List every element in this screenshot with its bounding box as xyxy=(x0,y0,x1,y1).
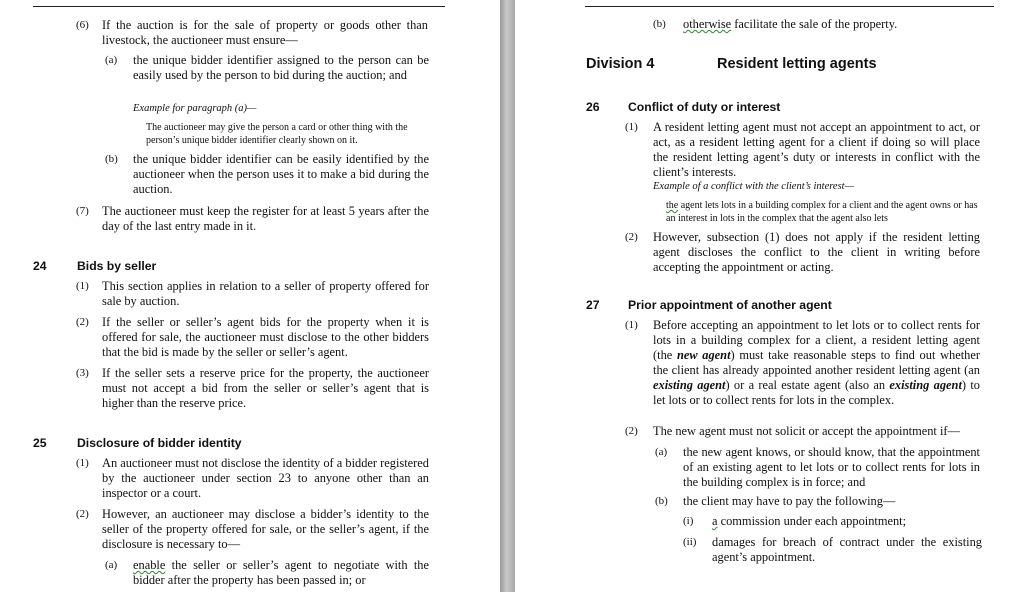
subsection-text xyxy=(653,318,980,408)
page-gutter[interactable] xyxy=(500,0,515,592)
subparagraph-text-rest: commission under each appointment; xyxy=(717,514,907,528)
example-heading: Example for paragraph (a)— xyxy=(133,103,257,114)
example-body: The auctioneer may give the person a card or other thing with the person’s unique bidder identifier clearly shown on it. xyxy=(146,122,408,146)
subsection-number: (2) xyxy=(625,231,638,243)
example-body xyxy=(666,199,984,225)
paragraph-text: the new agent knows, or should know, that the appointment of an existing agent to let lots or to collect rents for lots in the building complex is in force; and xyxy=(683,445,980,489)
section-number: 25 xyxy=(33,436,47,450)
paragraph-label: (b) xyxy=(653,18,666,30)
left-page xyxy=(0,0,500,592)
subsection-text: If the auction is for the sale of property or goods other than livestock, the auctioneer must ensure— xyxy=(102,18,428,47)
defined-term: existing agent xyxy=(653,378,726,392)
paragraph-text xyxy=(683,17,983,32)
text-part: ) to let lots or to collect rents for lots in the complex. xyxy=(653,378,980,407)
paragraph-text xyxy=(133,558,429,588)
text-part: ) must take reasonable steps to find out whether the client has already appointed another resident letting agent (an xyxy=(653,348,980,377)
division-label: Division 4 xyxy=(586,56,655,72)
subsection-number: (1) xyxy=(76,280,89,292)
header-rule xyxy=(585,6,994,7)
paragraph-label: (a) xyxy=(655,446,668,458)
right-page xyxy=(515,0,1024,592)
subparagraph-text xyxy=(712,514,982,529)
defined-term: new agent xyxy=(676,348,731,362)
section-number: 26 xyxy=(586,100,600,114)
subsection-text: A resident letting agent must not accept an appointment to act, or act, as a resident letting agent for a client if doing so will place the resident letting agent’s duty or interests in conflict with the client’s interests. xyxy=(653,120,980,179)
misspelled-word[interactable]: enable xyxy=(133,558,166,572)
section-heading: Conflict of duty or interest xyxy=(628,100,781,114)
paragraph-text: the unique bidder identifier assigned to the person can be easily used by the person to bid during the auction; and xyxy=(133,53,429,82)
subsection-text: However, an auctioneer may disclose a bidder’s identity to the seller of the property offered for sale, or the seller’s agent, if the disclosure is necessary to— xyxy=(102,507,429,551)
paragraph-label: (a) xyxy=(105,559,118,571)
subsection-number: (1) xyxy=(625,319,638,331)
subparagraph-label: (i) xyxy=(683,515,694,527)
subsection-text: If the seller sets a reserve price for the property, the auctioneer must not accept a bid from the seller or seller’s agent that is higher than the reserve price. xyxy=(102,366,429,410)
subsection-number: (1) xyxy=(76,457,89,469)
section-number: 27 xyxy=(586,298,600,312)
paragraph-text-rest: the seller or seller’s agent to negotiate with the bidder after the property has been passed in; or xyxy=(133,558,429,587)
subsection-number: (1) xyxy=(625,121,638,133)
misspelled-word[interactable]: a xyxy=(712,514,718,528)
division-title: Resident letting agents xyxy=(717,56,877,72)
paragraph-text-rest: facilitate the sale of the property. xyxy=(731,17,898,31)
example-body-rest: agent lets lots in a building complex for a client and the agent owns or has an interest in lots in the complex that the agent also lets xyxy=(666,200,978,224)
subsection-number: (3) xyxy=(76,367,89,379)
example-heading: Example of a conflict with the client’s interest— xyxy=(653,181,854,192)
section-number: 24 xyxy=(33,259,47,273)
paragraph-text: the client may have to pay the following— xyxy=(683,494,896,508)
paragraph-label: (a) xyxy=(105,54,118,66)
subsection-number: (2) xyxy=(625,425,638,437)
subsection-text: The auctioneer must keep the register for at least 5 years after the day of the last entry made in it. xyxy=(102,204,429,233)
subsection-number: (7) xyxy=(76,205,89,217)
section-heading: Disclosure of bidder identity xyxy=(77,436,242,450)
defined-term: existing agent xyxy=(889,378,962,392)
paragraph-label: (b) xyxy=(105,153,118,165)
section-heading: Prior appointment of another agent xyxy=(628,298,832,312)
text-part: Before accepting an appointment to let lots or to collect rents for lots in a building complex for a client, a resident letting agent (the xyxy=(653,318,980,362)
paragraph-text: the unique bidder identifier can be easily identified by the auctioneer when the person uses it to make a bid during the auction. xyxy=(133,152,429,196)
subsection-text: The new agent must not solicit or accept the appointment if— xyxy=(653,424,960,438)
misspelled-word[interactable]: the xyxy=(666,200,679,211)
section-heading: Bids by seller xyxy=(77,259,157,273)
text-part: ) or a real estate agent (also an xyxy=(725,378,890,392)
subsection-number: (2) xyxy=(76,508,89,520)
subparagraph-label: (ii) xyxy=(683,536,697,548)
subsection-text: This section applies in relation to a seller of property offered for sale by auction. xyxy=(102,279,429,308)
subsection-text: An auctioneer must not disclose the identity of a bidder registered by the auctioneer under section 23 to anyone other than an inspector or a court. xyxy=(102,456,429,500)
paragraph-label: (b) xyxy=(655,495,668,507)
header-rule xyxy=(33,6,445,7)
subsection-number: (6) xyxy=(76,19,89,31)
subsection-text: However, subsection (1) does not apply if the resident letting agent discloses the conflict to the client in writing before accepting the appointment or acting. xyxy=(653,230,980,274)
subparagraph-text: damages for breach of contract under the existing agent’s appointment. xyxy=(712,535,982,564)
misspelled-word[interactable]: otherwise xyxy=(683,17,732,31)
subsection-number: (2) xyxy=(76,316,89,328)
subsection-text: If the seller or seller’s agent bids for the property when it is offered for sale, the auctioneer must disclose to the other bidders that the bid is made by the seller or seller’s agent. xyxy=(102,315,429,359)
